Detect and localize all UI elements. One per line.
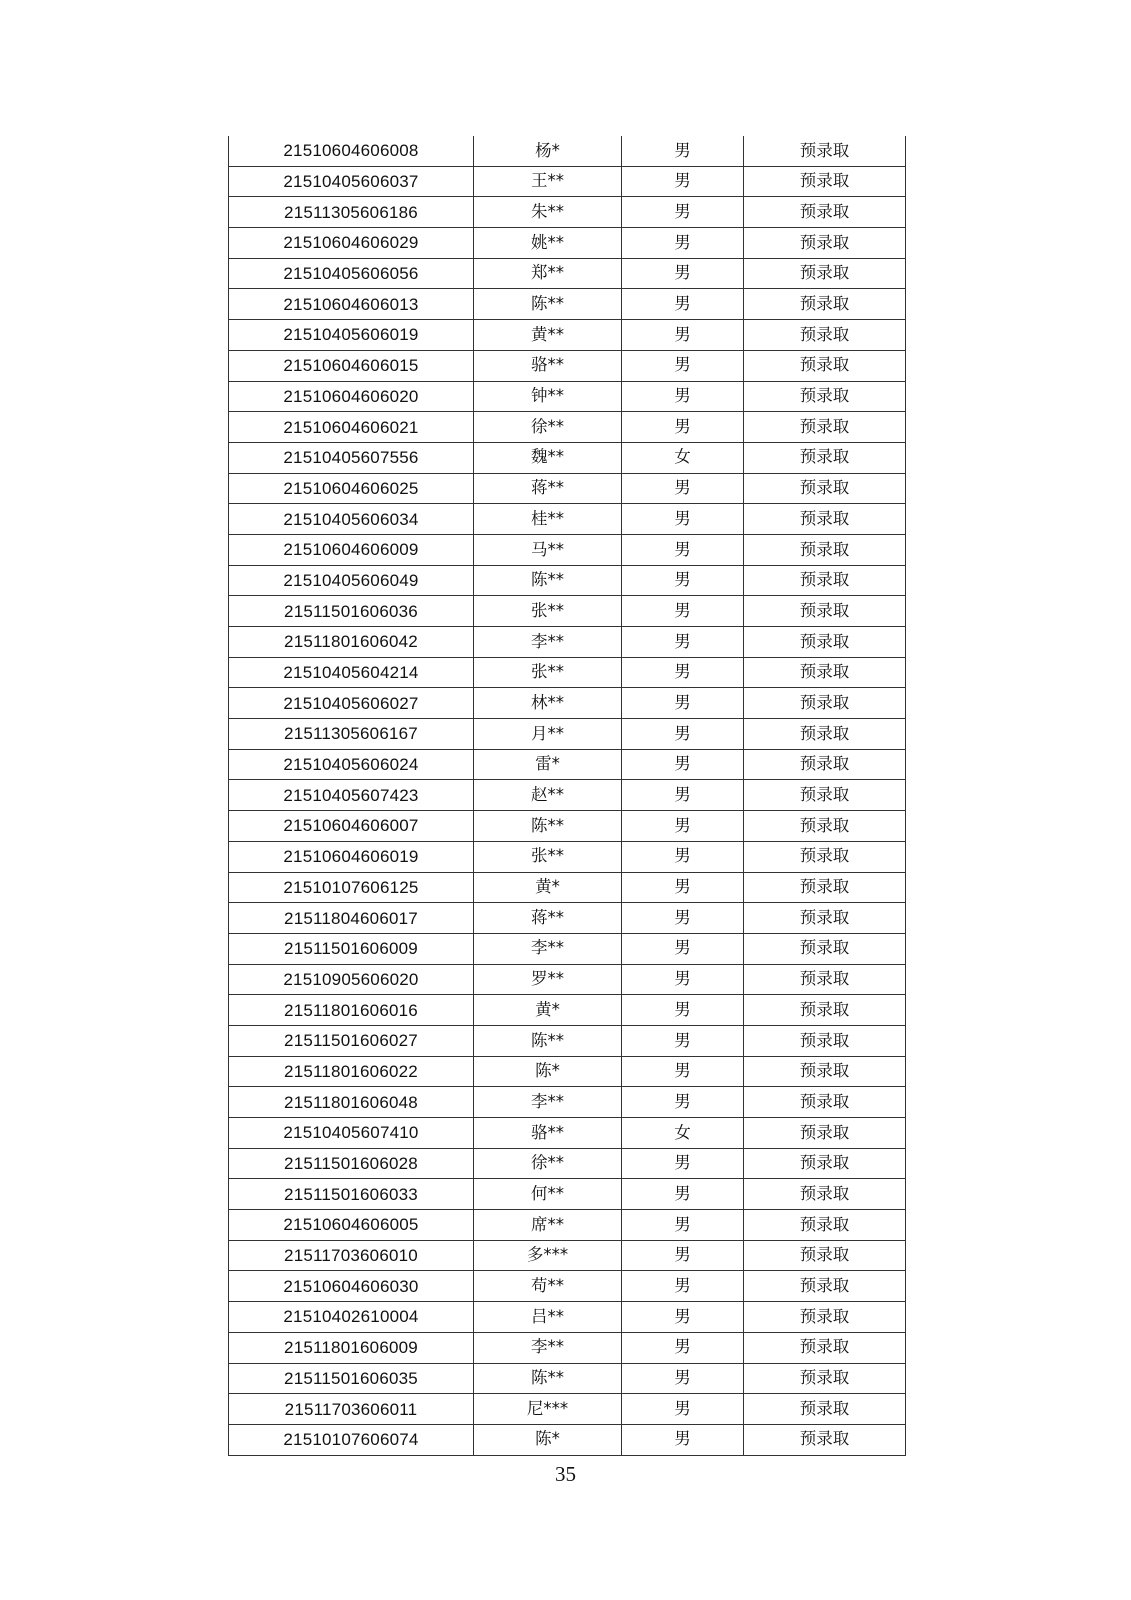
admission-status-cell: 预录取 bbox=[744, 565, 906, 596]
candidate-name-cell: 陈** bbox=[474, 289, 622, 320]
admission-status-cell: 预录取 bbox=[744, 1302, 906, 1333]
admission-status-cell: 预录取 bbox=[744, 534, 906, 565]
gender-cell: 男 bbox=[622, 166, 744, 197]
candidate-name-cell: 赵** bbox=[474, 780, 622, 811]
candidate-name-cell: 苟** bbox=[474, 1271, 622, 1302]
candidate-id-cell: 21510604606020 bbox=[229, 381, 474, 412]
gender-cell: 男 bbox=[622, 1302, 744, 1333]
candidate-id-cell: 21510604606025 bbox=[229, 473, 474, 504]
table-row bbox=[229, 1025, 906, 1056]
admission-status-cell: 预录取 bbox=[744, 1240, 906, 1271]
table-row bbox=[229, 1087, 906, 1118]
candidate-id-cell: 21510604606008 bbox=[229, 136, 474, 166]
table-row bbox=[229, 1363, 906, 1394]
candidate-id-cell: 21510405606024 bbox=[229, 749, 474, 780]
table-row bbox=[229, 228, 906, 259]
admission-status-cell: 预录取 bbox=[744, 1271, 906, 1302]
table-row bbox=[229, 596, 906, 627]
admission-status-cell: 预录取 bbox=[744, 1394, 906, 1425]
candidate-name-cell: 陈** bbox=[474, 1363, 622, 1394]
candidate-name-cell: 马** bbox=[474, 534, 622, 565]
admission-status-cell: 预录取 bbox=[744, 1056, 906, 1087]
admission-status-cell: 预录取 bbox=[744, 1087, 906, 1118]
admission-roster-table bbox=[228, 136, 906, 1456]
gender-cell: 男 bbox=[622, 1332, 744, 1363]
gender-cell: 男 bbox=[622, 473, 744, 504]
table-row bbox=[229, 749, 906, 780]
admission-status-cell: 预录取 bbox=[744, 1118, 906, 1149]
admission-status-cell: 预录取 bbox=[744, 903, 906, 934]
candidate-name-cell: 蒋** bbox=[474, 903, 622, 934]
candidate-id-cell: 21510405606019 bbox=[229, 320, 474, 351]
candidate-name-cell: 徐** bbox=[474, 412, 622, 443]
candidate-id-cell: 21511801606048 bbox=[229, 1087, 474, 1118]
table-row bbox=[229, 473, 906, 504]
candidate-name-cell: 魏** bbox=[474, 442, 622, 473]
candidate-id-cell: 21510604606005 bbox=[229, 1210, 474, 1241]
admission-status-cell: 预录取 bbox=[744, 841, 906, 872]
candidate-name-cell: 席** bbox=[474, 1210, 622, 1241]
gender-cell: 男 bbox=[622, 995, 744, 1026]
candidate-name-cell: 钟** bbox=[474, 381, 622, 412]
table-row bbox=[229, 1302, 906, 1333]
admission-status-cell: 预录取 bbox=[744, 995, 906, 1026]
gender-cell: 男 bbox=[622, 534, 744, 565]
admission-status-cell: 预录取 bbox=[744, 933, 906, 964]
candidate-id-cell: 21511804606017 bbox=[229, 903, 474, 934]
candidate-name-cell: 陈* bbox=[474, 1056, 622, 1087]
gender-cell: 男 bbox=[622, 964, 744, 995]
candidate-name-cell: 张** bbox=[474, 657, 622, 688]
gender-cell: 男 bbox=[622, 1087, 744, 1118]
candidate-name-cell: 徐** bbox=[474, 1148, 622, 1179]
table-row bbox=[229, 995, 906, 1026]
table-row bbox=[229, 964, 906, 995]
admission-status-cell: 预录取 bbox=[744, 657, 906, 688]
table-row bbox=[229, 1332, 906, 1363]
candidate-name-cell: 骆** bbox=[474, 350, 622, 381]
table-row bbox=[229, 688, 906, 719]
table-row bbox=[229, 534, 906, 565]
candidate-name-cell: 月** bbox=[474, 719, 622, 750]
table-row bbox=[229, 719, 906, 750]
gender-cell: 男 bbox=[622, 350, 744, 381]
candidate-id-cell: 21511501606036 bbox=[229, 596, 474, 627]
admission-status-cell: 预录取 bbox=[744, 688, 906, 719]
table-row bbox=[229, 1394, 906, 1425]
candidate-name-cell: 李** bbox=[474, 1332, 622, 1363]
candidate-name-cell: 桂** bbox=[474, 504, 622, 535]
candidate-name-cell: 陈** bbox=[474, 811, 622, 842]
gender-cell: 男 bbox=[622, 841, 744, 872]
candidate-name-cell: 杨* bbox=[474, 136, 622, 166]
table-row bbox=[229, 320, 906, 351]
gender-cell: 男 bbox=[622, 749, 744, 780]
candidate-id-cell: 21510405606049 bbox=[229, 565, 474, 596]
table-row bbox=[229, 811, 906, 842]
candidate-id-cell: 21510405607556 bbox=[229, 442, 474, 473]
candidate-id-cell: 21510405606056 bbox=[229, 258, 474, 289]
admission-status-cell: 预录取 bbox=[744, 1179, 906, 1210]
gender-cell: 男 bbox=[622, 504, 744, 535]
candidate-id-cell: 21511703606011 bbox=[229, 1394, 474, 1425]
candidate-id-cell: 21510402610004 bbox=[229, 1302, 474, 1333]
candidate-id-cell: 21511801606022 bbox=[229, 1056, 474, 1087]
candidate-name-cell: 陈** bbox=[474, 1025, 622, 1056]
admission-status-cell: 预录取 bbox=[744, 136, 906, 166]
gender-cell: 男 bbox=[622, 1363, 744, 1394]
candidate-name-cell: 张** bbox=[474, 596, 622, 627]
gender-cell: 男 bbox=[622, 657, 744, 688]
gender-cell: 男 bbox=[622, 381, 744, 412]
gender-cell: 女 bbox=[622, 442, 744, 473]
table-row bbox=[229, 136, 906, 166]
candidate-id-cell: 21510405606037 bbox=[229, 166, 474, 197]
candidate-name-cell: 骆** bbox=[474, 1118, 622, 1149]
table-row bbox=[229, 627, 906, 658]
table-row bbox=[229, 565, 906, 596]
gender-cell: 女 bbox=[622, 1118, 744, 1149]
candidate-id-cell: 21510604606029 bbox=[229, 228, 474, 259]
candidate-name-cell: 雷* bbox=[474, 749, 622, 780]
candidate-id-cell: 21511501606009 bbox=[229, 933, 474, 964]
gender-cell: 男 bbox=[622, 811, 744, 842]
candidate-name-cell: 林** bbox=[474, 688, 622, 719]
candidate-name-cell: 张** bbox=[474, 841, 622, 872]
gender-cell: 男 bbox=[622, 688, 744, 719]
admission-status-cell: 预录取 bbox=[744, 197, 906, 228]
gender-cell: 男 bbox=[622, 1424, 744, 1455]
table-row bbox=[229, 841, 906, 872]
table-row bbox=[229, 1210, 906, 1241]
candidate-id-cell: 21510604606030 bbox=[229, 1271, 474, 1302]
table-row bbox=[229, 1240, 906, 1271]
admission-status-cell: 预录取 bbox=[744, 1210, 906, 1241]
table-row bbox=[229, 903, 906, 934]
candidate-name-cell: 陈** bbox=[474, 565, 622, 596]
admission-status-cell: 预录取 bbox=[744, 964, 906, 995]
candidate-name-cell: 李** bbox=[474, 1087, 622, 1118]
gender-cell: 男 bbox=[622, 1025, 744, 1056]
candidate-id-cell: 21511703606010 bbox=[229, 1240, 474, 1271]
gender-cell: 男 bbox=[622, 627, 744, 658]
gender-cell: 男 bbox=[622, 719, 744, 750]
candidate-name-cell: 蒋** bbox=[474, 473, 622, 504]
candidate-id-cell: 21510405607423 bbox=[229, 780, 474, 811]
candidate-id-cell: 21510604606013 bbox=[229, 289, 474, 320]
candidate-name-cell: 吕** bbox=[474, 1302, 622, 1333]
candidate-id-cell: 21510405607410 bbox=[229, 1118, 474, 1149]
admission-status-cell: 预录取 bbox=[744, 381, 906, 412]
gender-cell: 男 bbox=[622, 1148, 744, 1179]
admission-status-cell: 预录取 bbox=[744, 320, 906, 351]
candidate-name-cell: 姚** bbox=[474, 228, 622, 259]
table-row bbox=[229, 258, 906, 289]
candidate-id-cell: 21511801606009 bbox=[229, 1332, 474, 1363]
candidate-name-cell: 郑** bbox=[474, 258, 622, 289]
table-row bbox=[229, 1056, 906, 1087]
admission-status-cell: 预录取 bbox=[744, 780, 906, 811]
candidate-id-cell: 21510604606019 bbox=[229, 841, 474, 872]
table-row bbox=[229, 657, 906, 688]
gender-cell: 男 bbox=[622, 596, 744, 627]
admission-status-cell: 预录取 bbox=[744, 872, 906, 903]
gender-cell: 男 bbox=[622, 780, 744, 811]
admission-status-cell: 预录取 bbox=[744, 228, 906, 259]
candidate-id-cell: 21510604606007 bbox=[229, 811, 474, 842]
candidate-name-cell: 黄** bbox=[474, 320, 622, 351]
candidate-name-cell: 何** bbox=[474, 1179, 622, 1210]
table-row bbox=[229, 872, 906, 903]
table-row bbox=[229, 1118, 906, 1149]
admission-status-cell: 预录取 bbox=[744, 627, 906, 658]
table-row bbox=[229, 442, 906, 473]
gender-cell: 男 bbox=[622, 1394, 744, 1425]
candidate-id-cell: 21510604606015 bbox=[229, 350, 474, 381]
admission-status-cell: 预录取 bbox=[744, 1363, 906, 1394]
gender-cell: 男 bbox=[622, 258, 744, 289]
table-row bbox=[229, 350, 906, 381]
candidate-name-cell: 王** bbox=[474, 166, 622, 197]
table-row bbox=[229, 412, 906, 443]
gender-cell: 男 bbox=[622, 320, 744, 351]
admission-status-cell: 预录取 bbox=[744, 412, 906, 443]
table-row bbox=[229, 197, 906, 228]
candidate-id-cell: 21511801606042 bbox=[229, 627, 474, 658]
page-number: 35 bbox=[555, 1462, 576, 1486]
candidate-id-cell: 21510405606027 bbox=[229, 688, 474, 719]
table-row bbox=[229, 381, 906, 412]
gender-cell: 男 bbox=[622, 1271, 744, 1302]
admission-status-cell: 预录取 bbox=[744, 289, 906, 320]
gender-cell: 男 bbox=[622, 289, 744, 320]
gender-cell: 男 bbox=[622, 933, 744, 964]
gender-cell: 男 bbox=[622, 1210, 744, 1241]
candidate-id-cell: 21511501606028 bbox=[229, 1148, 474, 1179]
candidate-name-cell: 李** bbox=[474, 627, 622, 658]
gender-cell: 男 bbox=[622, 197, 744, 228]
table-row bbox=[229, 1424, 906, 1455]
candidate-id-cell: 21511501606033 bbox=[229, 1179, 474, 1210]
admission-status-cell: 预录取 bbox=[744, 350, 906, 381]
candidate-id-cell: 21510905606020 bbox=[229, 964, 474, 995]
admission-status-cell: 预录取 bbox=[744, 504, 906, 535]
candidate-name-cell: 黄* bbox=[474, 872, 622, 903]
admission-status-cell: 预录取 bbox=[744, 596, 906, 627]
gender-cell: 男 bbox=[622, 1179, 744, 1210]
admission-status-cell: 预录取 bbox=[744, 473, 906, 504]
candidate-name-cell: 朱** bbox=[474, 197, 622, 228]
candidate-id-cell: 21511501606035 bbox=[229, 1363, 474, 1394]
gender-cell: 男 bbox=[622, 228, 744, 259]
admission-status-cell: 预录取 bbox=[744, 258, 906, 289]
table-row bbox=[229, 1271, 906, 1302]
table-row bbox=[229, 1179, 906, 1210]
gender-cell: 男 bbox=[622, 565, 744, 596]
candidate-name-cell: 陈* bbox=[474, 1424, 622, 1455]
admission-status-cell: 预录取 bbox=[744, 811, 906, 842]
candidate-name-cell: 尼*** bbox=[474, 1394, 622, 1425]
candidate-id-cell: 21510107606125 bbox=[229, 872, 474, 903]
admission-status-cell: 预录取 bbox=[744, 166, 906, 197]
admission-status-cell: 预录取 bbox=[744, 1025, 906, 1056]
admission-status-cell: 预录取 bbox=[744, 719, 906, 750]
gender-cell: 男 bbox=[622, 412, 744, 443]
candidate-name-cell: 多*** bbox=[474, 1240, 622, 1271]
gender-cell: 男 bbox=[622, 1056, 744, 1087]
gender-cell: 男 bbox=[622, 1240, 744, 1271]
admission-status-cell: 预录取 bbox=[744, 749, 906, 780]
candidate-id-cell: 21510107606074 bbox=[229, 1424, 474, 1455]
candidate-name-cell: 罗** bbox=[474, 964, 622, 995]
candidate-id-cell: 21510405606034 bbox=[229, 504, 474, 535]
table-row bbox=[229, 1148, 906, 1179]
table-row bbox=[229, 780, 906, 811]
gender-cell: 男 bbox=[622, 903, 744, 934]
candidate-id-cell: 21511305606167 bbox=[229, 719, 474, 750]
admission-status-cell: 预录取 bbox=[744, 442, 906, 473]
candidate-id-cell: 21511801606016 bbox=[229, 995, 474, 1026]
roster-table-body bbox=[229, 136, 906, 1455]
candidate-name-cell: 李** bbox=[474, 933, 622, 964]
candidate-id-cell: 21511305606186 bbox=[229, 197, 474, 228]
gender-cell: 男 bbox=[622, 872, 744, 903]
admission-status-cell: 预录取 bbox=[744, 1148, 906, 1179]
candidate-id-cell: 21511501606027 bbox=[229, 1025, 474, 1056]
candidate-id-cell: 21510604606009 bbox=[229, 534, 474, 565]
table-row bbox=[229, 289, 906, 320]
table-row bbox=[229, 933, 906, 964]
admission-status-cell: 预录取 bbox=[744, 1424, 906, 1455]
table-row bbox=[229, 504, 906, 535]
admission-status-cell: 预录取 bbox=[744, 1332, 906, 1363]
candidate-id-cell: 21510405604214 bbox=[229, 657, 474, 688]
table-row bbox=[229, 166, 906, 197]
candidate-name-cell: 黄* bbox=[474, 995, 622, 1026]
gender-cell: 男 bbox=[622, 136, 744, 166]
candidate-id-cell: 21510604606021 bbox=[229, 412, 474, 443]
